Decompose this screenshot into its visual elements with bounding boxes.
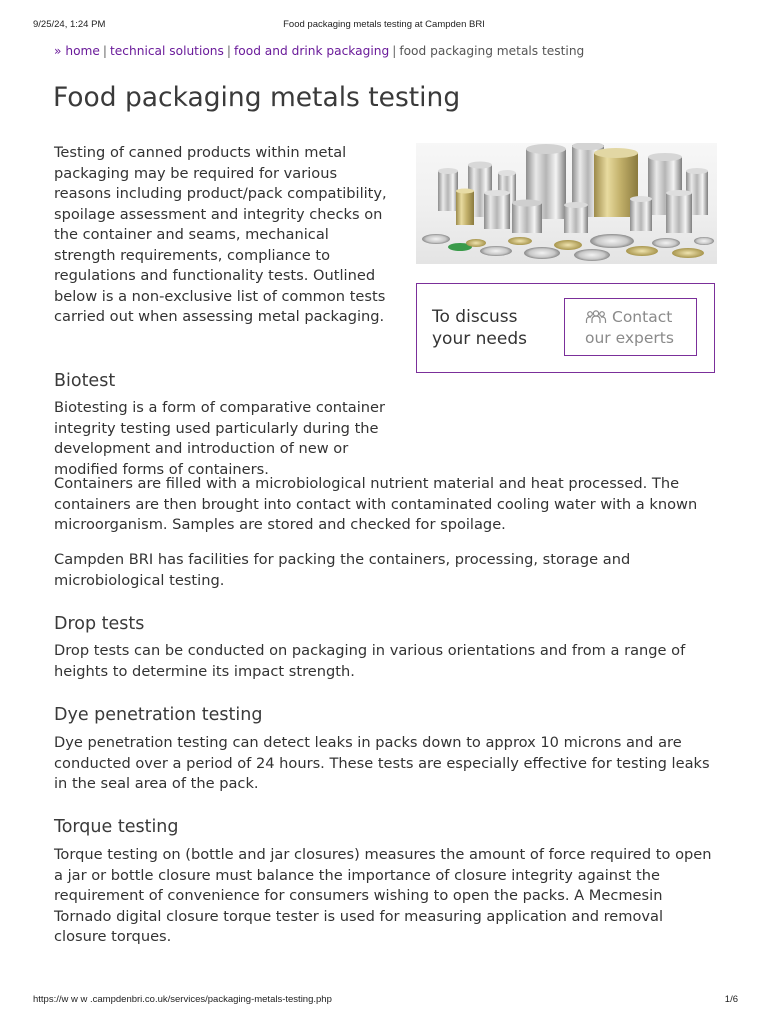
print-datetime: 9/25/24, 1:24 PM [33, 19, 106, 30]
breadcrumb-link-home[interactable]: home [65, 44, 100, 58]
section-heading-dye-penetration: Dye penetration testing [54, 705, 263, 725]
breadcrumb-link-technical-solutions[interactable]: technical solutions [110, 44, 224, 58]
contact-experts-button[interactable] [564, 298, 697, 356]
drop-tests-paragraph: Drop tests can be conducted on packaging in various orientations and from a range of heights to determine its impact strength. [54, 642, 686, 680]
breadcrumb-link-food-and-drink-packaging[interactable]: food and drink packaging [233, 44, 390, 58]
print-page-title: Food packaging metals testing at Campden BRI [283, 19, 485, 30]
print-url: https://w w w .campdenbri.co.uk/services/packaging-metals-testing.php [33, 994, 332, 1005]
print-page-number: 1/6 [724, 994, 738, 1005]
intro-paragraph: Testing of canned products within metal packaging may be required for various reasons including product/pack compatibility, spoilage assessment and integrity checks on the container and seams, mechanical strength requirements, compliance to regulations and functionality tests. Outlined below is a non-exclusive list of common tests carried out when assessing metal packaging. [54, 144, 387, 325]
breadcrumb-separator: | [102, 44, 108, 58]
biotest-paragraph-1-text: Biotesting is a form of comparative container integrity testing used particularly during the development and introduction of new or modified forms of containers. [54, 399, 385, 478]
print-header [0, 19, 768, 33]
section-heading-torque-testing: Torque testing [54, 817, 179, 837]
people-icon [585, 310, 607, 324]
biotest-paragraph-1 [54, 398, 594, 480]
biotest-paragraph-2: Containers are filled with a microbiological nutrient material and heat processed. The containers are then brought into contact with contaminated cooling water with a known microorganism. Samples are stored and checked for spoilage. [54, 475, 698, 533]
breadcrumb-current: food packaging metals testing [399, 44, 585, 58]
section-heading-biotest: Biotest [54, 371, 116, 391]
cta-text: To discuss your needs [432, 307, 527, 349]
contact-experts-label: Contact our experts [585, 308, 674, 347]
page-title: Food packaging metals testing [53, 82, 461, 113]
biotest-paragraph-3: Campden BRI has facilities for packing the containers, processing, storage and microbiological testing. [54, 551, 631, 589]
dye-penetration-paragraph: Dye penetration testing can detect leaks in packs down to approx 10 microns and are conducted over a period of 24 hours. These tests are especially effective for testing leaks in the seal area of the pack. [54, 734, 710, 792]
contact-cta-box [416, 283, 715, 373]
breadcrumb-separator: | [392, 44, 397, 58]
breadcrumb [54, 44, 584, 58]
breadcrumb-prefix: » [54, 44, 62, 58]
section-heading-drop-tests: Drop tests [54, 614, 145, 634]
metal-cans-image [416, 143, 717, 264]
breadcrumb-separator: | [226, 44, 231, 58]
torque-testing-paragraph: Torque testing on (bottle and jar closures) measures the amount of force required to open a jar or bottle closure must balance the importance of closure integrity against the requirement of convenience for consumers wishing to open the packs. A Mecmesin Tornado digital closure torque tester is used for measuring application and removal closure torques. [54, 846, 712, 945]
